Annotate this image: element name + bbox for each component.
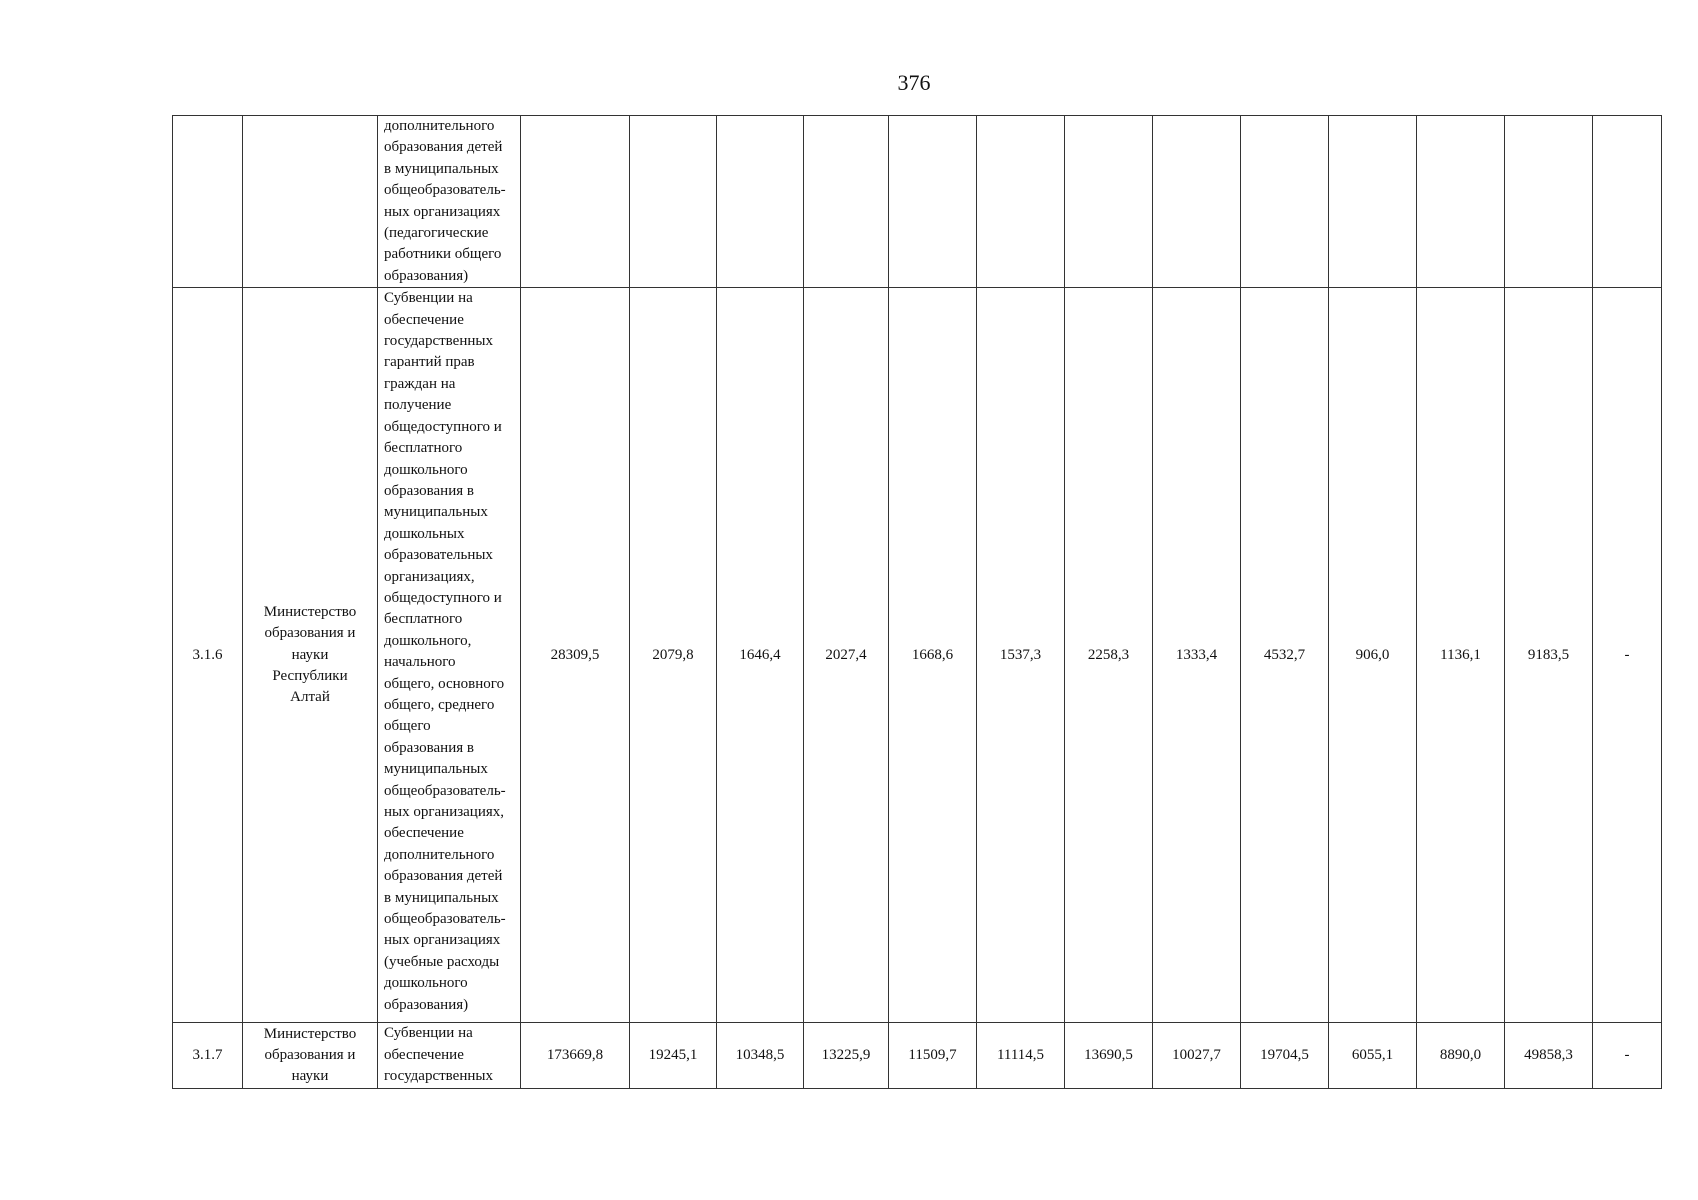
value-cell: 8890,0 xyxy=(1417,1023,1505,1089)
table-row xyxy=(173,288,1662,1023)
value-cell: 9183,5 xyxy=(1505,288,1593,1023)
value-cell: 28309,5 xyxy=(521,288,630,1023)
value-cell: 1668,6 xyxy=(889,288,977,1023)
value-cell xyxy=(717,116,804,288)
value-cell xyxy=(977,116,1065,288)
value-cell: 11114,5 xyxy=(977,1023,1065,1089)
organization-cell xyxy=(243,116,378,288)
value-cell: 13690,5 xyxy=(1065,1023,1153,1089)
page-number: 376 xyxy=(897,70,931,95)
budget-table xyxy=(172,115,1662,1089)
row-code-cell: 3.1.7 xyxy=(173,1023,243,1089)
value-cell: 13225,9 xyxy=(804,1023,889,1089)
value-cell: 6055,1 xyxy=(1329,1023,1417,1089)
value-cell xyxy=(1505,116,1593,288)
description-cell: Субвенции на обеспечение государственных xyxy=(378,1023,521,1089)
value-cell: 2258,3 xyxy=(1065,288,1153,1023)
value-cell: 11509,7 xyxy=(889,1023,977,1089)
value-cell xyxy=(1153,116,1241,288)
value-cell xyxy=(889,116,977,288)
value-cell: 2027,4 xyxy=(804,288,889,1023)
value-cell xyxy=(521,116,630,288)
table-row xyxy=(173,1023,1662,1089)
value-cell xyxy=(630,116,717,288)
value-cell: 19704,5 xyxy=(1241,1023,1329,1089)
value-cell: 1646,4 xyxy=(717,288,804,1023)
value-cell: 1333,4 xyxy=(1153,288,1241,1023)
value-cell xyxy=(1417,116,1505,288)
value-cell xyxy=(1329,116,1417,288)
value-cell xyxy=(1065,116,1153,288)
value-cell: 1136,1 xyxy=(1417,288,1505,1023)
value-cell: - xyxy=(1593,1023,1662,1089)
value-cell: 173669,8 xyxy=(521,1023,630,1089)
value-cell: 1537,3 xyxy=(977,288,1065,1023)
value-cell: 49858,3 xyxy=(1505,1023,1593,1089)
value-cell xyxy=(804,116,889,288)
table-row xyxy=(173,116,1662,288)
organization-cell: Министерство образования и науки xyxy=(243,1023,378,1089)
value-cell: 10348,5 xyxy=(717,1023,804,1089)
organization-cell: Министерство образования и науки Республики Алтай xyxy=(243,288,378,1023)
row-code-cell: 3.1.6 xyxy=(173,288,243,1023)
value-cell: 2079,8 xyxy=(630,288,717,1023)
row-code-cell xyxy=(173,116,243,288)
description-cell: дополнительного образования детей в муниципальных общеобразователь- ных организациях (педагогические работники общего образования) xyxy=(378,116,521,288)
value-cell: 19245,1 xyxy=(630,1023,717,1089)
value-cell xyxy=(1241,116,1329,288)
value-cell: 10027,7 xyxy=(1153,1023,1241,1089)
value-cell: 4532,7 xyxy=(1241,288,1329,1023)
value-cell: - xyxy=(1593,288,1662,1023)
description-cell: Субвенции на обеспечение государственных гарантий прав граждан на получение общедоступного и бесплатного дошкольного образования в муниципальных дошкольных образовательных организациях, общедоступного и бесплатного дошкольного, начального общего, основного общего, среднего общего образования в муниципальных общеобразователь- ных организациях, обеспечение дополнительного образования детей в муниципальных общеобразователь- ных организациях (учебные расходы дошкольного образования) xyxy=(378,288,521,1023)
value-cell: 906,0 xyxy=(1329,288,1417,1023)
value-cell xyxy=(1593,116,1662,288)
